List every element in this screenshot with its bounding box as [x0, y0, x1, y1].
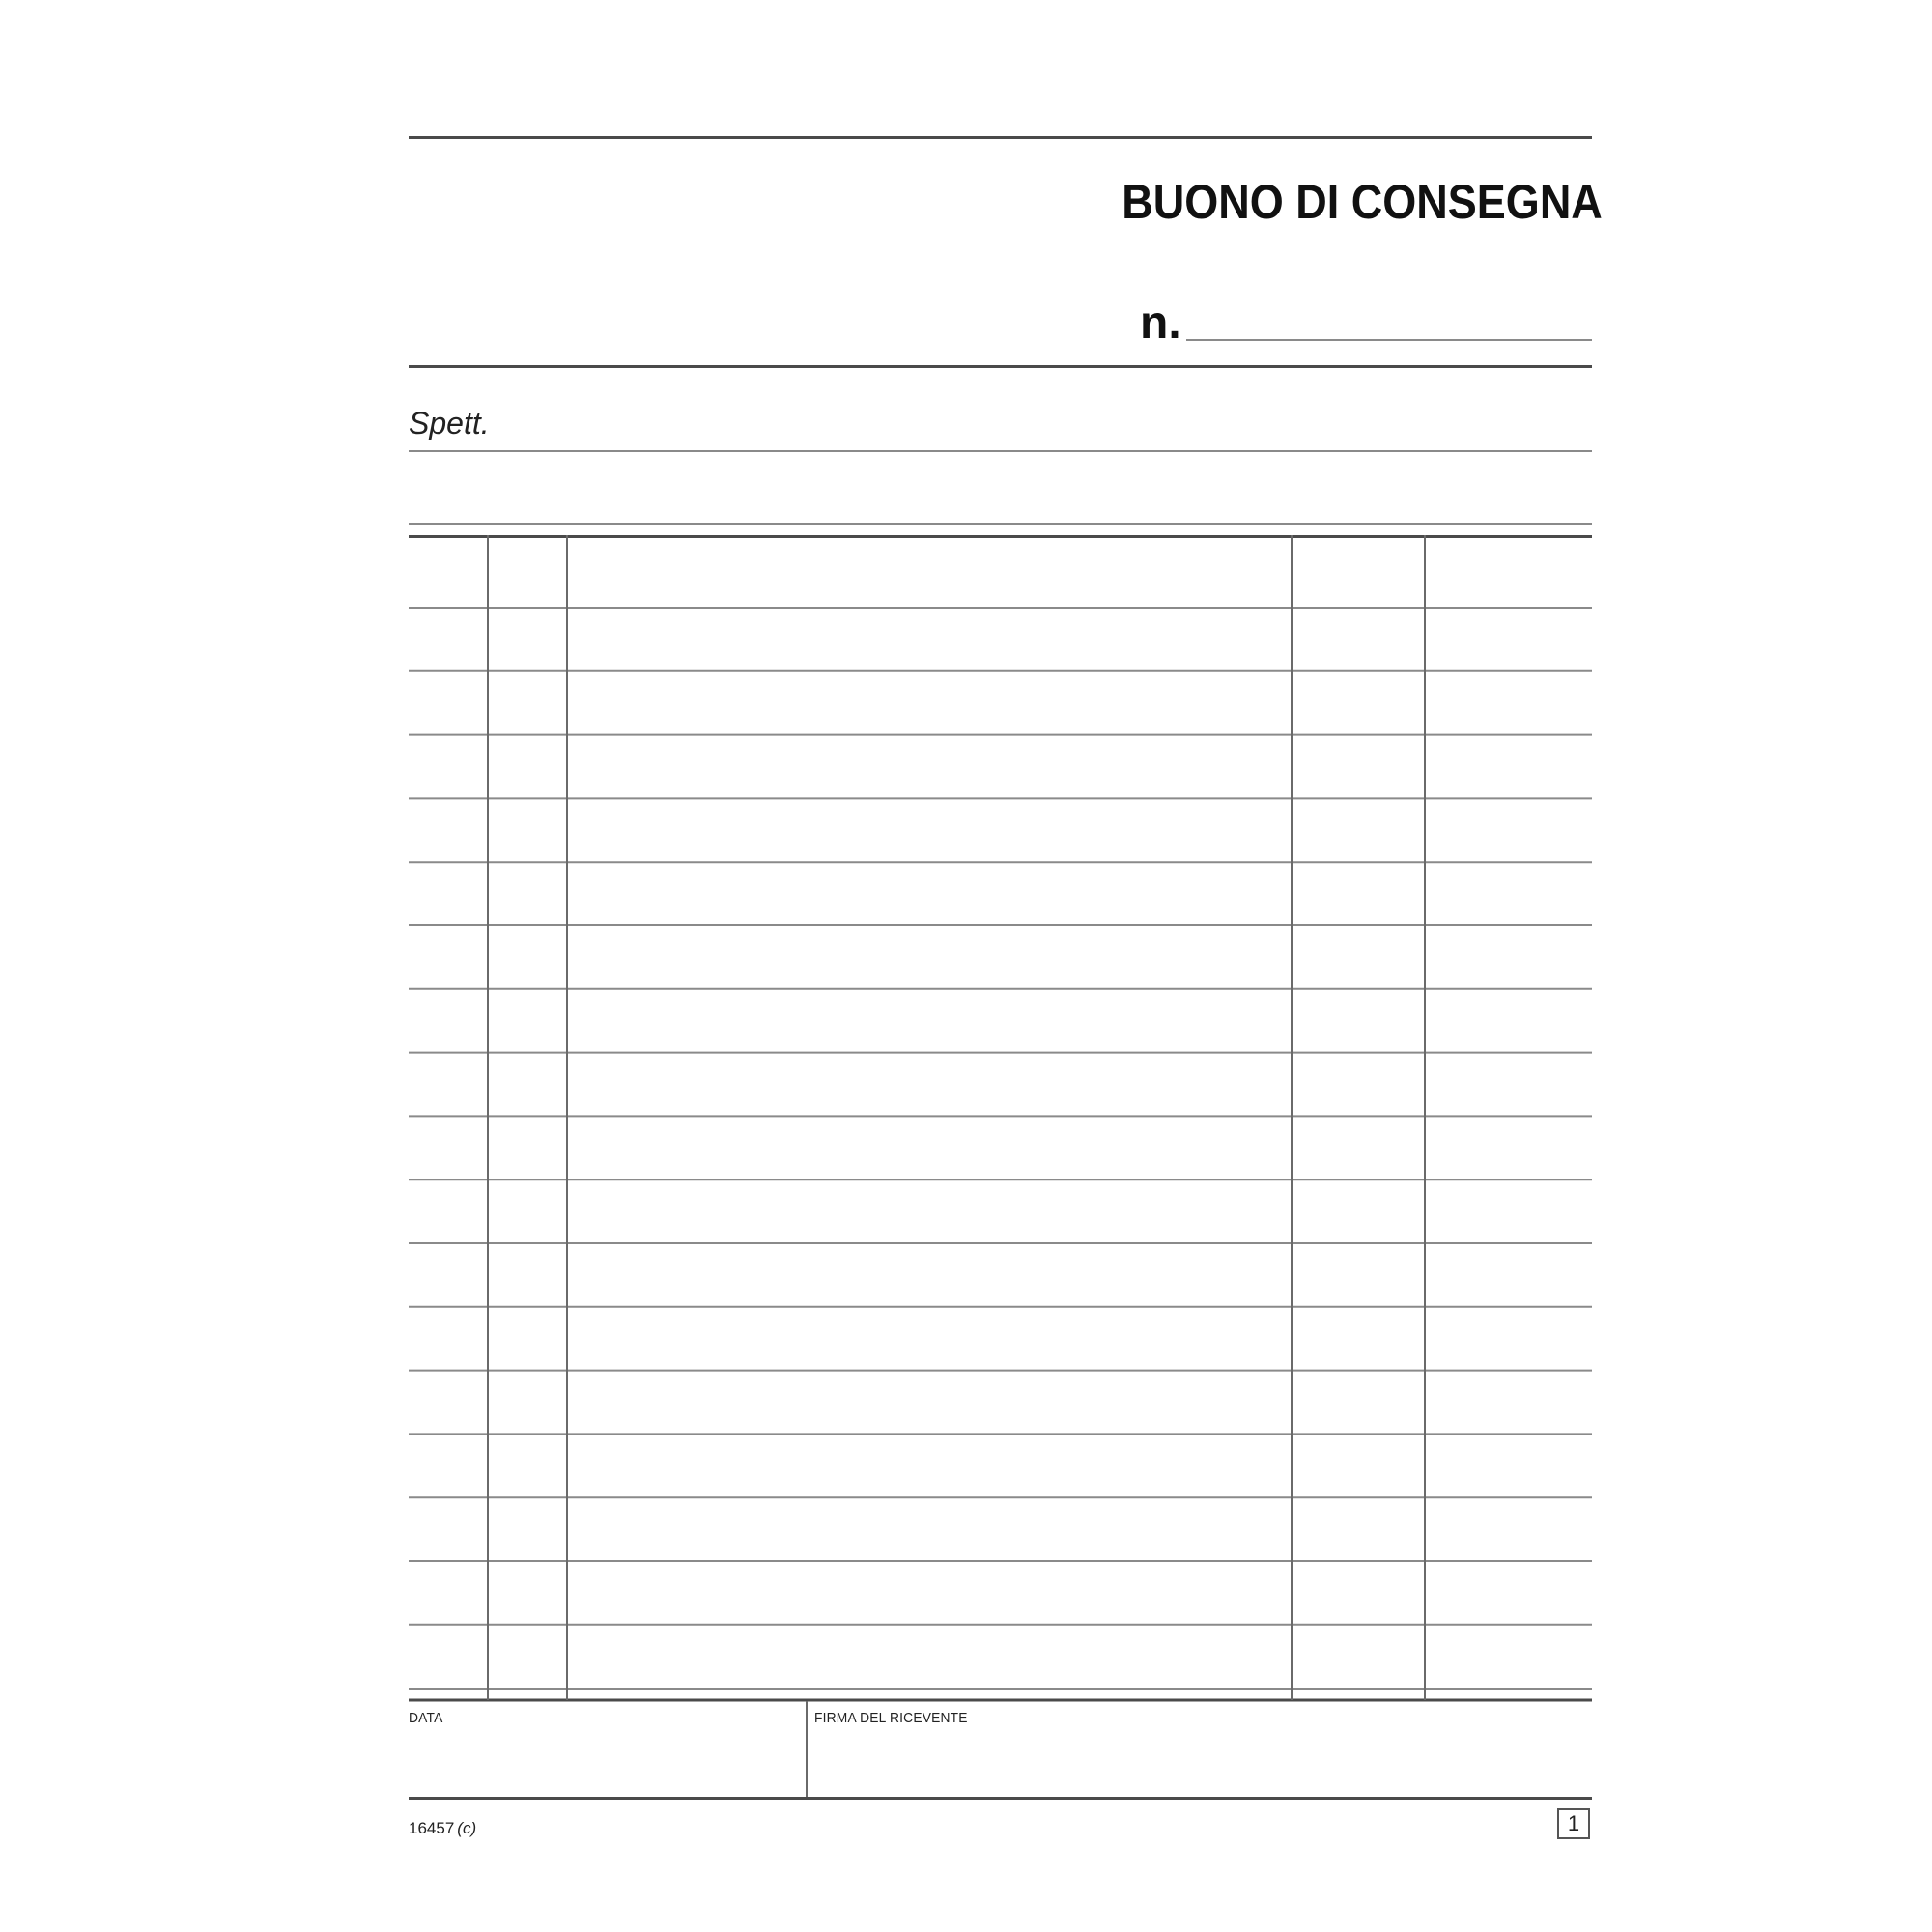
date-label: DATA — [409, 1710, 443, 1726]
form-code — [409, 1819, 476, 1838]
footer-bottom-rule — [409, 1797, 1592, 1800]
form-code-number: 16457 — [409, 1819, 455, 1837]
form-code-suffix: (c) — [457, 1819, 477, 1837]
number-label: n. — [1140, 298, 1181, 349]
recipient-label: Spett. — [409, 406, 490, 440]
recipient-line-1[interactable] — [409, 450, 1592, 452]
page-number-box: 1 — [1557, 1808, 1590, 1839]
number-field[interactable] — [1186, 339, 1592, 341]
footer-divider — [806, 1701, 808, 1799]
document-title: BUONO DI CONSEGNA — [1122, 175, 1603, 229]
items-table — [409, 535, 1592, 1699]
items-table-lines — [409, 535, 1592, 1704]
top-rule — [409, 136, 1592, 139]
signature-label: FIRMA DEL RICEVENTE — [814, 1710, 968, 1726]
recipient-line-2[interactable] — [409, 523, 1592, 525]
header-bottom-rule — [409, 365, 1592, 368]
